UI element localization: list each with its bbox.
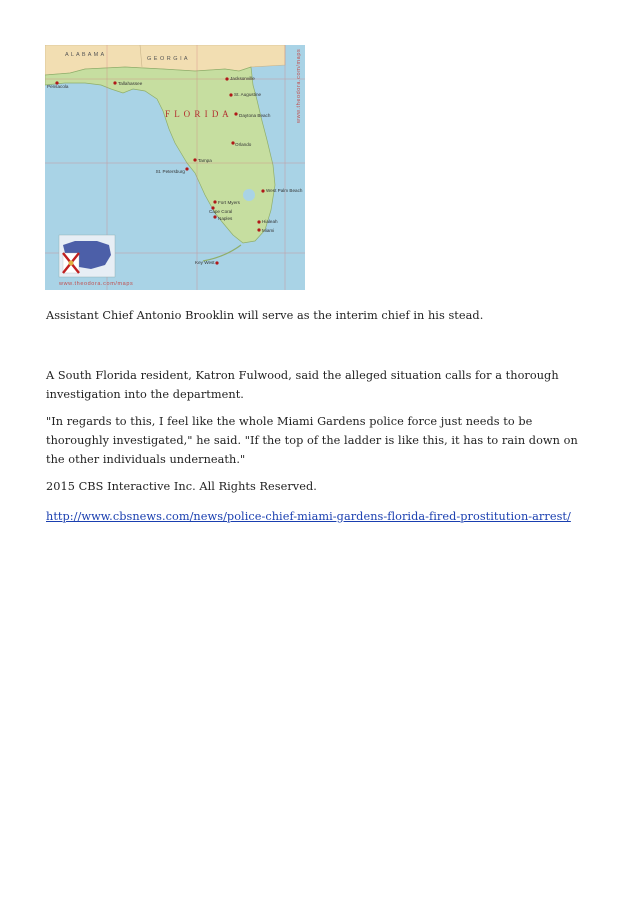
city-label: Orlando	[235, 142, 252, 147]
city-marker	[257, 220, 260, 223]
city-label: Fort Myers	[218, 200, 240, 205]
article-paragraph-resident-quote-intro: A South Florida resident, Katron Fulwood, said the alleged situation calls for a thorough investigation into the department.	[46, 369, 559, 401]
city-label: Tampa	[198, 158, 212, 163]
city-label: Miami	[262, 228, 275, 233]
city-label: Pensacola	[47, 84, 69, 89]
city-label: Naples	[218, 216, 233, 221]
city-marker	[225, 77, 228, 80]
city-label: St. Petersburg	[155, 169, 185, 174]
florida-map	[45, 45, 305, 290]
map-watermark-side: www.theodora.com/maps	[296, 48, 302, 123]
city-label: St. Augustine	[234, 92, 262, 97]
map-label-alabama: A L A B A M A	[65, 52, 105, 58]
city-marker	[113, 81, 116, 84]
city-marker	[234, 112, 237, 115]
city-marker	[261, 189, 264, 192]
map-us-inset	[59, 235, 115, 277]
city-label: Daytona Beach	[239, 113, 271, 118]
source-link[interactable]: http://www.cbsnews.com/news/police-chief-miami-gardens-florida-fired-prostitution-arrest/	[46, 510, 571, 523]
city-label: Cape Coral	[209, 209, 233, 214]
article-paragraph-resident-quote: "In regards to this, I feel like the whole Miami Gardens police force just needs to be thoroughly investigated," he said. "If the top of the ladder is like this, it has to rain down on the other individuals underneath."	[46, 415, 578, 466]
city-label: Hialeah	[262, 219, 278, 224]
city-marker	[193, 158, 196, 161]
map-label-georgia: G E O R G I A	[147, 56, 189, 62]
map-watermark-bottom: www.theodora.com/maps	[59, 281, 134, 287]
city-marker	[213, 200, 216, 203]
city-marker	[215, 261, 218, 264]
article-paragraph-interim-chief: Assistant Chief Antonio Brooklin will serve as the interim chief in his stead.	[46, 309, 484, 322]
city-marker	[257, 228, 260, 231]
city-label: West Palm Beach	[266, 188, 303, 193]
map-label-florida: F L O R I D A	[165, 109, 230, 119]
copyright-notice: 2015 CBS Interactive Inc. All Rights Reserved.	[46, 480, 317, 493]
city-label: Jacksonville	[230, 76, 255, 81]
city-marker	[213, 215, 216, 218]
city-label: Key West	[195, 260, 215, 265]
city-marker	[229, 93, 232, 96]
map-lake-okeechobee	[243, 189, 255, 201]
city-label: Tallahassee	[118, 81, 143, 86]
city-marker	[185, 167, 188, 170]
